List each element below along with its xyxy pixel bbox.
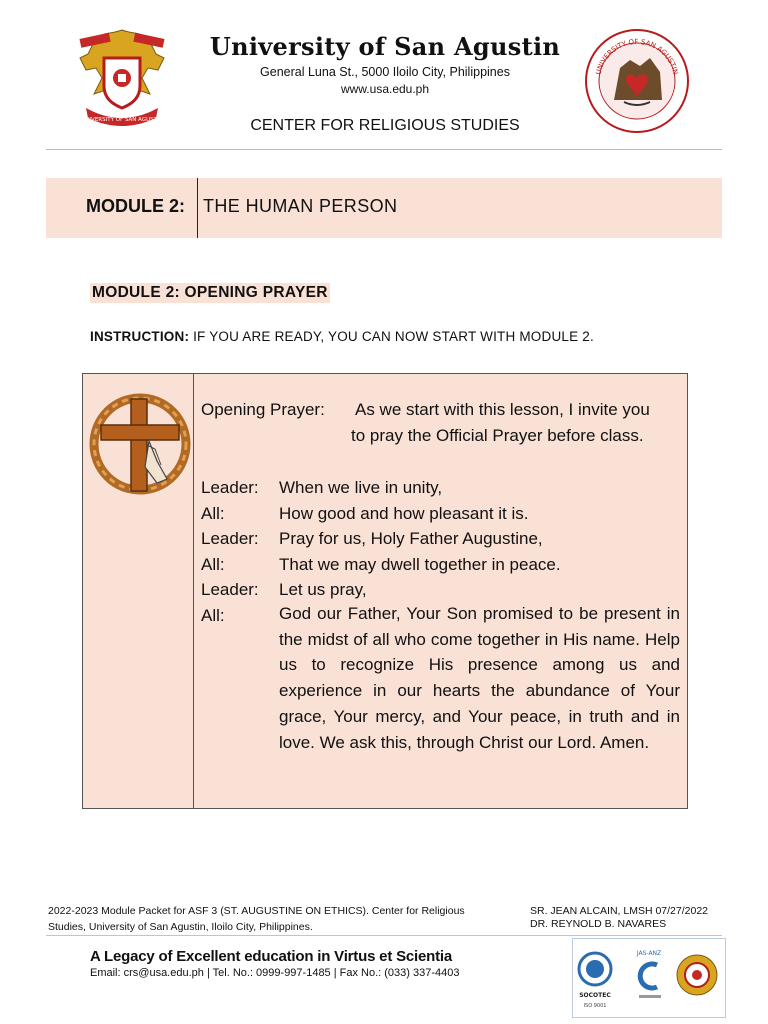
university-address: General Luna St., 5000 Iloilo City, Philippines (260, 65, 510, 79)
response: Pray for us, Holy Father Augustine, (279, 529, 543, 548)
opening-prayer-intro (201, 400, 650, 420)
speaker: Leader: (201, 580, 259, 599)
religious-studies-seal (584, 28, 690, 134)
speaker: Leader: (201, 478, 259, 497)
instruction (90, 329, 594, 344)
response: How good and how pleasant it is. (279, 504, 529, 523)
university-crest-logo (74, 24, 170, 130)
response: That we may dwell together in peace. (279, 555, 561, 574)
author-2: DR. REYNOLD B. NAVARES (530, 918, 667, 930)
svg-text:UNIVERSITY OF SAN AGUSTIN: UNIVERSITY OF SAN AGUSTIN (594, 37, 680, 76)
response: Let us pray, (279, 580, 367, 599)
packet-line-2: Studies, University of San Agustin, Iloilo City, Philippines. (48, 921, 313, 933)
prayer-box-divider (193, 374, 194, 808)
authors (530, 905, 708, 931)
iso-certification-badges (573, 939, 725, 1017)
module-banner (46, 178, 722, 238)
svg-text:UNIVERSITY OF SAN AGUSTIN: UNIVERSITY OF SAN AGUSTIN (81, 117, 163, 123)
cross-praying-hands-icon (87, 391, 193, 497)
module-title: THE HUMAN PERSON (203, 196, 398, 216)
banner-divider (197, 178, 198, 238)
instruction-label: INSTRUCTION: (90, 329, 190, 344)
section-title: MODULE 2: OPENING PRAYER (92, 284, 328, 301)
contact-info: Email: crs@usa.edu.ph | Tel. No.: 0999-997-1485 | Fax No.: (033) 337-4403 (90, 967, 460, 979)
opening-prayer-text-2: to pray the Official Prayer before class. (351, 426, 644, 445)
prayer-box (82, 373, 688, 809)
speaker: Leader: (201, 529, 259, 548)
university-website[interactable]: www.usa.edu.ph (340, 82, 430, 96)
packet-line-1: 2022-2023 Module Packet for ASF 3 (ST. AUGUSTINE ON ETHICS). Center for Religious (48, 905, 465, 917)
closing-prayer: God our Father, Your Son promised to be present in the midst of all who come together in His name. Help us to recognize His presence among us and experience in our hearts the abundance of Your grace, Your mercy, and Your peace, in truth and in love. We ask this, through Christ our Lord. Amen. (279, 604, 680, 752)
cert-jasanz: JAS-ANZ (636, 950, 662, 957)
cert-iso: ISO 9001 (583, 1003, 607, 1009)
response: When we live in unity, (279, 478, 443, 497)
cert-socotec: SOCOTEC (579, 992, 611, 999)
header-divider (46, 149, 722, 150)
module-packet-credit (48, 903, 508, 935)
center-name: CENTER FOR RELIGIOUS STUDIES (250, 117, 520, 134)
opening-prayer-text-1: As we start with this lesson, I invite you (355, 400, 650, 419)
speaker: All: (201, 606, 225, 625)
author-1: SR. JEAN ALCAIN, LMSH 07/27/2022 (530, 905, 709, 917)
legacy-tagline: A Legacy of Excellent education in Virtus et Scientia (90, 948, 453, 965)
instruction-text: IF YOU ARE READY, YOU CAN NOW START WITH MODULE 2. (193, 329, 594, 344)
footer-divider (46, 935, 722, 936)
module-label: MODULE 2: (86, 196, 185, 216)
speaker: All: (201, 555, 225, 574)
certification-logos (572, 938, 726, 1018)
opening-prayer-label: Opening Prayer: (201, 400, 325, 419)
university-name: University of San Agustin (209, 32, 561, 61)
speaker: All: (201, 504, 225, 523)
